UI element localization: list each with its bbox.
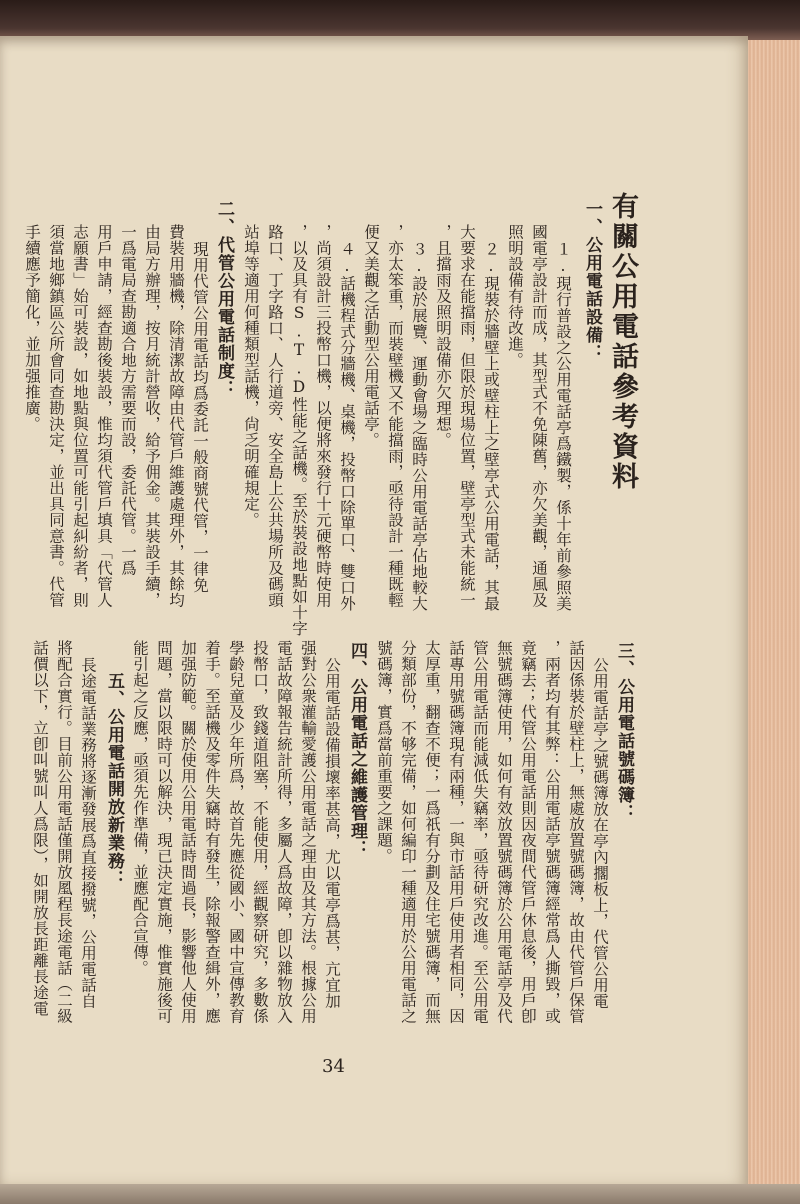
section-1-line: 國電亭設計而成，其型式不免陳舊，亦欠美觀，通風及 xyxy=(530,224,548,608)
section-2-line: 用戶申請，經查勘後裝設，惟均須代管戶填具「代管人 xyxy=(95,224,113,608)
section-1-line: ，以及具有S.T.D性能之話機。至於裝設地點如十字 xyxy=(290,224,308,637)
section-3-line: ，兩者均有其弊：公用電話亭號碼簿經常爲人撕毀，或 xyxy=(543,640,561,1024)
section-4-line: 問題，當以限時可以解決，現已決定實施，惟實施後可 xyxy=(155,640,173,1024)
section-4-line: 强對公衆灌輸愛護公用電話之理由及其方法。根據公用 xyxy=(299,640,317,1024)
section-3-line: 話因係裝於壁柱上，無處放置號碼簿，故由代管戶保管 xyxy=(567,640,585,1024)
section-4-line: 能引起之反應，亟須先作準備，並應配合宣傳。 xyxy=(131,640,149,976)
section-1-line: １.現行普設之公用電話亭爲鐵製，係十年前參照美 xyxy=(554,241,572,612)
section-2-heading: 二、代管公用電話制度： xyxy=(214,200,234,398)
section-4-line: 着手。至話機及零件失竊時有發生，除報警查緝外，應 xyxy=(203,640,221,1024)
section-1-line: 路口、丁字路口、人行道旁、安全島上公共場所及碼頭 xyxy=(266,224,284,608)
section-5-line: 將配合實行。目前公用電話僅開放㓘程長途電話（二級 xyxy=(55,640,73,1024)
section-1-line: ，亦太笨重，而裝壁機又不能擋雨，亟待設計一種既輕 xyxy=(386,224,404,608)
section-4-line: 學齡兒童及少年所爲，故首先應從國小、國中宣傳教育 xyxy=(227,640,245,1024)
section-3-line: 號碼簿，實爲當前重要之課題。 xyxy=(375,640,393,864)
section-3-line: 竟竊去；代管公用電話則因夜間代管戶休息後，用戶卽 xyxy=(519,640,537,1024)
section-5-line: 長途電話業務將逐漸發展爲直接撥號，公用電話自 xyxy=(79,657,97,1009)
page-number: 34 xyxy=(322,1056,345,1077)
section-1-line: 大要求在能擋雨，但限於現場位置，壁亭型式未能統一 xyxy=(458,224,476,608)
section-2-line: 現用代管公用電話均爲委託一般商號代管，一律免 xyxy=(191,241,209,593)
section-4-heading: 四、公用電話之維護管理： xyxy=(347,642,367,858)
book-cover-bottom xyxy=(0,1184,800,1204)
section-3-line: 分類部份，不够完備，如何編印一種適用於公用電話之 xyxy=(399,640,417,1024)
section-5-line: 話價以下，立卽叫號叫人爲限），如開放長距離長途電 xyxy=(31,640,49,1017)
section-1-line: ，且擋雨及照明設備亦欠理想。 xyxy=(434,224,452,448)
section-1-line: 便又美觀之活動型公用電話亭。 xyxy=(362,224,380,448)
section-3-line: 管公用電話而能減低失竊率，亟待研究改進。至公用電 xyxy=(471,640,489,1024)
section-2-line: 須當地鄉鎮區公所會同查勘決定，並出具同意書。代管 xyxy=(47,224,65,608)
section-1-line: ３.設於展覽、運動會場之臨時公用電話亭佔地較大 xyxy=(410,241,428,612)
section-5-heading: 五、公用電話開放新業務： xyxy=(104,672,124,888)
section-4-line: 加强防範。關於使用公用電話時間過長，影響他人使用 xyxy=(179,640,197,1024)
section-3-line: 無號碼簿使用，如何有效放置號碼簿於公用電話亭及代 xyxy=(495,640,513,1024)
section-1-line: ２.現裝於牆壁上或壁柱上之壁亭式公用電話，其最 xyxy=(482,241,500,612)
section-2-line: 費裝用牆機，除清潔故障由代管戶維護處理外，其餘均 xyxy=(167,224,185,608)
section-1-line: 照明設備有待改進。 xyxy=(506,224,524,368)
section-3-line: 話專用號碼簿現有兩種，一與市話用戶使用者相同，因 xyxy=(447,640,465,1024)
section-2-line: 志願書」始可裝設，如地點與位置可能引起糾紛者，則 xyxy=(71,224,89,608)
section-3-heading: 三、公用電話號碼簿： xyxy=(614,642,634,822)
book-cover-top xyxy=(0,0,800,40)
section-4-line: 公用電話設備損壞率甚高，尤以電亭爲甚，亢宜加 xyxy=(323,657,341,1009)
section-1-heading: 一、公用電話設備： xyxy=(582,200,602,362)
section-1-line: 站埠等適用何種類型話機，尙乏明確規定。 xyxy=(242,224,260,528)
section-4-line: 電話故障報告統計所得，多屬人爲故障，卽以雜物放入 xyxy=(275,640,293,1024)
section-1-line: ４.話機程式分牆機、桌機，投幣口除單口、雙口外 xyxy=(338,241,356,612)
section-1-line: ，尚須設計三投幣口機，以便將來發行十元硬幣時使用 xyxy=(314,224,332,608)
section-2-line: 一爲電局查勘適合地方需要而設，委託代管。一爲 xyxy=(119,224,137,576)
section-2-line: 由局方辦理，按月統計營收，給予佣金。其裝設手續， xyxy=(143,224,161,608)
section-2-line: 手續應予簡化，並加强推廣。 xyxy=(23,224,41,432)
section-4-line: 投幣口，致錢道阻塞，不能使用，經觀察研究，多數係 xyxy=(251,640,269,1024)
page-title: 有關公用電話參考資料 xyxy=(607,192,638,492)
page-stack-edge xyxy=(740,40,800,1204)
section-3-line: 公用電話亭之號碼簿放在亭內擱板上，代管公用電 xyxy=(591,657,609,1009)
section-3-line: 太厚重，翻查不便；一爲祇有分劃及住宅號碼簿，而無 xyxy=(423,640,441,1024)
